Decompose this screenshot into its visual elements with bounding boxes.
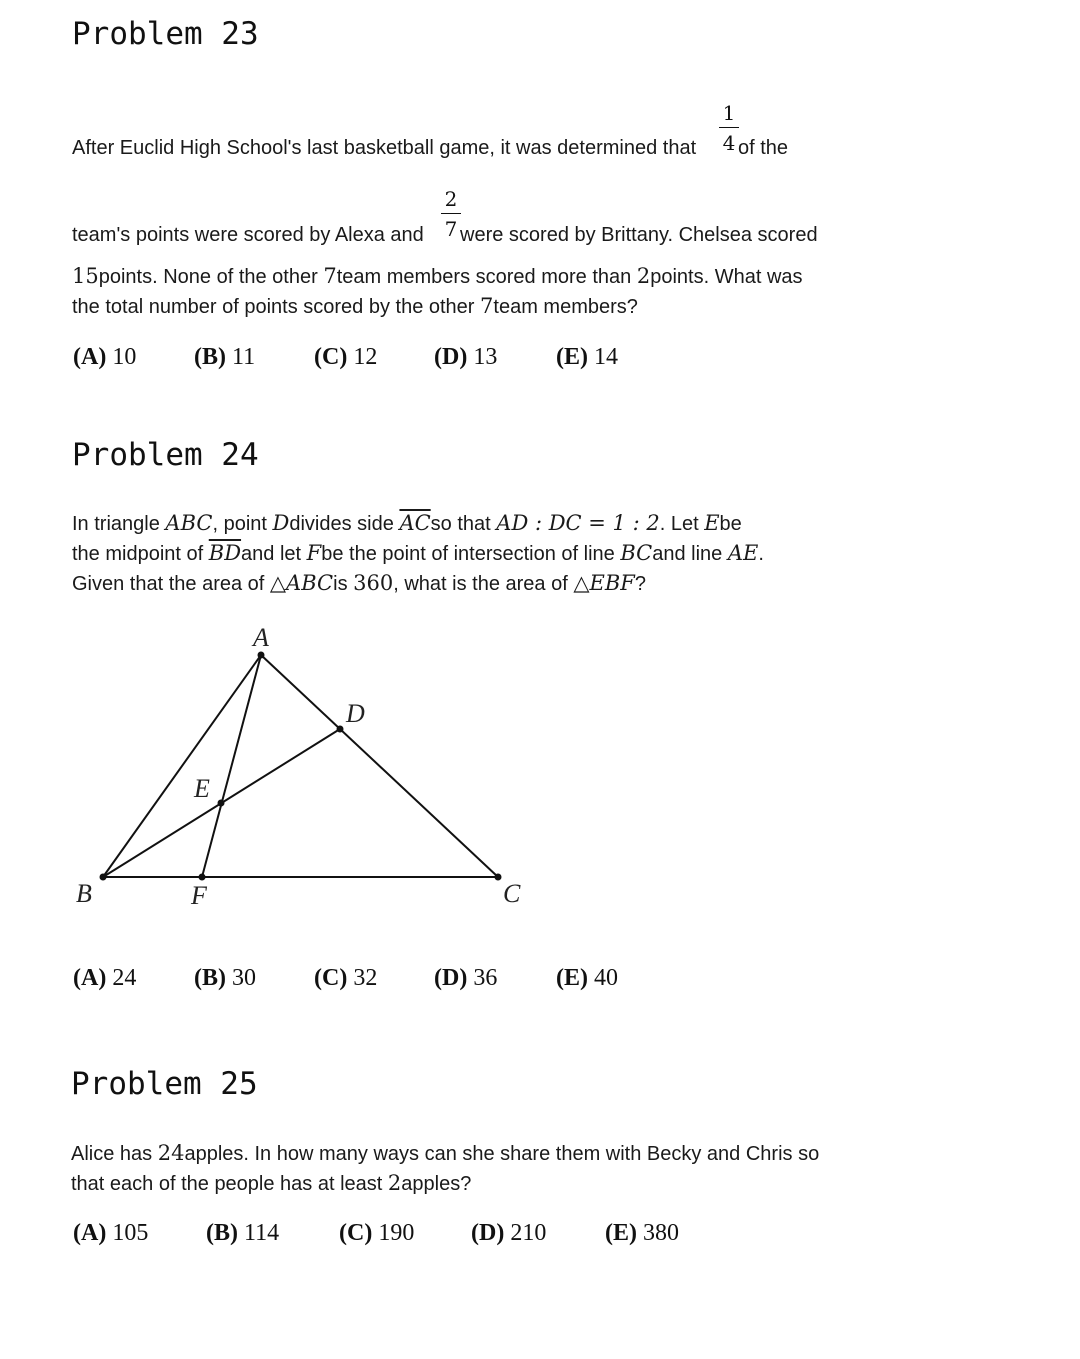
text-run: ? xyxy=(634,573,646,595)
text-run: that each of the people has at least xyxy=(71,1173,383,1195)
point-f xyxy=(199,874,206,881)
choice-letter: (D) xyxy=(434,965,468,991)
point-e xyxy=(218,800,225,807)
math-segment-overline: $\overline{AC}$ xyxy=(399,511,431,535)
choice-letter: (B) xyxy=(194,965,226,991)
math-expression: F xyxy=(306,541,322,565)
choice-value: 36 xyxy=(473,965,498,991)
math-expression: ABC xyxy=(165,511,213,535)
p23-line-1-after: of the xyxy=(738,137,789,159)
p25-choice-e[interactable] xyxy=(605,1220,679,1247)
choice-value: 13 xyxy=(473,344,498,370)
p24-choice-d[interactable] xyxy=(434,965,497,992)
choice-letter: (A) xyxy=(73,1220,107,1246)
text-run: , what is the area of xyxy=(393,573,568,595)
math-number: 7 xyxy=(323,264,337,288)
p23-choice-e[interactable] xyxy=(556,344,618,371)
math-expression: AE xyxy=(727,541,759,565)
p25-choice-d[interactable] xyxy=(471,1220,546,1247)
fraction-numerator: 2 xyxy=(441,187,461,214)
p23-line-1-text: After Euclid High School's last basketball game, it was determined that xyxy=(72,137,697,159)
choice-value: 14 xyxy=(594,344,618,370)
text-run: Alice has xyxy=(71,1143,153,1165)
p24-choice-b[interactable] xyxy=(194,965,256,992)
choice-value: 12 xyxy=(353,344,378,370)
p23-choice-c[interactable] xyxy=(314,344,377,371)
math-expression: BC xyxy=(620,541,653,565)
text-run: In triangle xyxy=(72,513,160,535)
p23-choice-d[interactable] xyxy=(434,344,497,371)
choice-value: 380 xyxy=(643,1220,679,1246)
choice-value: 11 xyxy=(232,344,256,370)
text-run: be xyxy=(719,513,742,535)
text-run: is xyxy=(333,573,348,595)
p24-line-3 xyxy=(72,571,646,596)
segment-af xyxy=(202,655,261,877)
label-a: A xyxy=(253,623,269,652)
choice-value: 105 xyxy=(112,1220,149,1246)
math-number: 2 xyxy=(636,264,651,288)
math-segment-overline: $\overline{BD}$ xyxy=(208,541,242,565)
p23-fraction-one-quarter xyxy=(719,101,739,155)
text-run: team members scored more than xyxy=(336,266,632,288)
text-run: , point xyxy=(212,513,267,535)
p23-fraction-two-sevenths xyxy=(441,187,461,241)
p24-choice-e[interactable] xyxy=(556,965,618,992)
choice-value: 190 xyxy=(378,1220,415,1246)
choice-letter: (E) xyxy=(605,1220,637,1246)
point-c xyxy=(495,874,502,881)
fraction-denominator: 4 xyxy=(722,131,736,155)
text-run: points. What was xyxy=(650,266,803,288)
p23-line-2-text: team's points were scored by Alexa and xyxy=(72,224,424,246)
choice-value: 32 xyxy=(353,965,378,991)
choice-letter: (E) xyxy=(556,344,588,370)
fraction-numerator: 1 xyxy=(719,101,739,128)
label-d: D xyxy=(346,699,365,728)
point-b xyxy=(100,874,107,881)
choice-letter: (C) xyxy=(339,1220,373,1246)
label-c: C xyxy=(503,879,521,908)
choice-value: 24 xyxy=(112,965,137,991)
math-number: 2 xyxy=(387,1171,402,1195)
text-run: divides side xyxy=(289,513,394,535)
text-run: so that xyxy=(430,513,491,535)
p25-choice-b[interactable] xyxy=(206,1220,279,1247)
math-expression: △EBF xyxy=(573,571,635,595)
choice-letter: (A) xyxy=(73,344,107,370)
segment-ac xyxy=(261,655,498,877)
text-run: the total number of points scored by the other xyxy=(72,296,475,318)
p25-line-2 xyxy=(71,1171,471,1196)
text-run: the midpoint of xyxy=(72,543,204,565)
triangle-figure xyxy=(60,620,540,920)
point-d xyxy=(337,726,344,733)
math-expression: AD : DC = 1 : 2 xyxy=(496,511,660,535)
text-run: . xyxy=(758,543,764,565)
choice-letter: (C) xyxy=(314,344,348,370)
p25-line-1 xyxy=(71,1141,819,1166)
choice-letter: (A) xyxy=(73,965,107,991)
label-e: E xyxy=(194,774,210,803)
p25-choice-a[interactable] xyxy=(73,1220,148,1247)
text-run: and line xyxy=(652,543,723,565)
math-number: 360 xyxy=(353,571,394,595)
p24-line-2 xyxy=(72,541,764,566)
p24-choice-c[interactable] xyxy=(314,965,377,992)
choice-letter: (D) xyxy=(434,344,468,370)
p24-line-1 xyxy=(72,511,742,536)
text-run: and let xyxy=(241,543,302,565)
segment-ab xyxy=(103,655,261,877)
math-expression: △ABC xyxy=(269,571,334,595)
label-f: F xyxy=(191,881,207,910)
choice-value: 114 xyxy=(244,1220,280,1246)
text-run: . Let xyxy=(659,513,699,535)
p23-choice-b[interactable] xyxy=(194,344,255,371)
choice-value: 30 xyxy=(232,965,256,991)
text-run: apples? xyxy=(401,1173,472,1195)
math-number: 15 xyxy=(72,264,99,288)
choice-letter: (D) xyxy=(471,1220,505,1246)
p23-line-1 xyxy=(72,137,696,160)
choice-letter: (B) xyxy=(194,344,226,370)
math-expression: D xyxy=(272,511,290,535)
math-expression: E xyxy=(704,511,720,535)
text-run: Given that the area of xyxy=(72,573,265,595)
choice-value: 10 xyxy=(112,344,137,370)
choice-letter: (C) xyxy=(314,965,348,991)
math-number: 7 xyxy=(480,294,494,318)
text-run: points. None of the other xyxy=(98,266,318,288)
fraction-denominator: 7 xyxy=(444,217,458,241)
text-run: be the point of intersection of line xyxy=(321,543,615,565)
p23-line-3 xyxy=(72,264,803,289)
p23-line-2-after: were scored by Brittany. Chelsea scored xyxy=(460,224,818,246)
choice-value: 40 xyxy=(594,965,618,991)
p23-line-4 xyxy=(72,294,638,319)
choice-letter: (B) xyxy=(206,1220,238,1246)
text-run: team members? xyxy=(493,296,638,318)
label-b: B xyxy=(76,879,92,908)
p25-choice-c[interactable] xyxy=(339,1220,414,1247)
text-run: apples. In how many ways can she share them with Becky and Chris so xyxy=(184,1143,820,1165)
p24-choice-a[interactable] xyxy=(73,965,136,992)
point-a xyxy=(258,652,265,659)
choice-letter: (E) xyxy=(556,965,588,991)
choice-value: 210 xyxy=(510,1220,547,1246)
problem-24-title: Problem 24 xyxy=(72,437,259,473)
problem-23-title: Problem 23 xyxy=(72,16,259,52)
problem-25-title: Problem 25 xyxy=(71,1066,258,1102)
math-number: 24 xyxy=(157,1141,185,1165)
p23-choice-a[interactable] xyxy=(73,344,136,371)
